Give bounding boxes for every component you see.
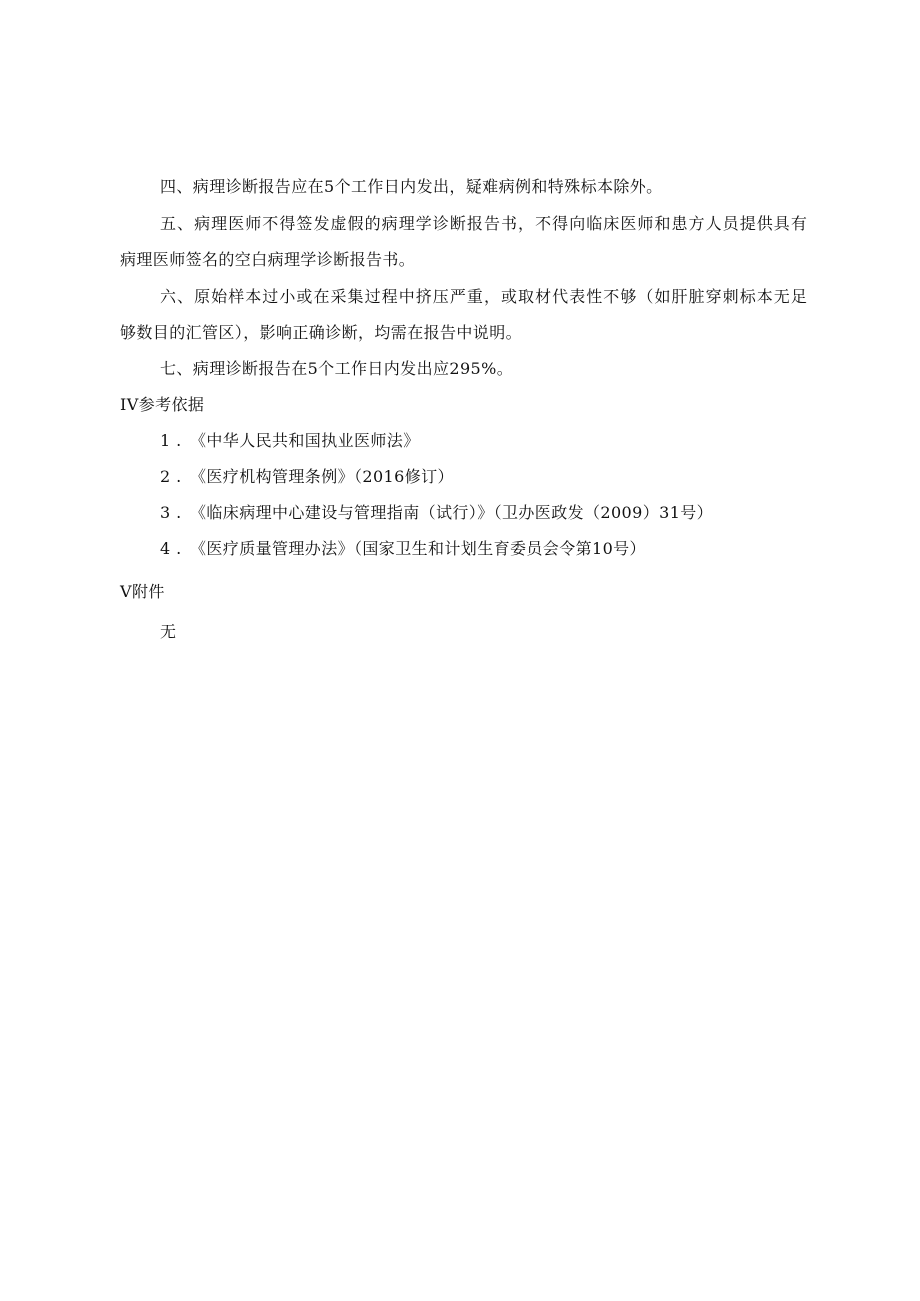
reference-title: 《医疗机构管理条例》（2016修订）	[190, 467, 454, 486]
reference-item-1	[160, 429, 420, 453]
section-5-heading: V附件	[120, 582, 165, 601]
section-4-heading: IV参考依据	[120, 395, 205, 414]
reference-item-2	[160, 465, 454, 489]
requirement-item-5-line-1: 五、病理医师不得签发虚假的病理学诊断报告书，不得向临床医师和患方人员提供具有	[160, 214, 808, 233]
requirement-item-5-line-2: 病理医师签名的空白病理学诊断报告书。	[120, 250, 416, 269]
reference-title: 《中华人民共和国执业医师法》	[190, 431, 420, 450]
attachment-content: 无	[160, 622, 177, 641]
reference-number: 3 .	[160, 503, 182, 522]
requirement-item-4: 四、病理诊断报告应在5个工作日内发出，疑难病例和特殊标本除外。	[160, 177, 663, 196]
requirement-item-6-line-2: 够数目的汇管区），影响正确诊断，均需在报告中说明。	[120, 323, 523, 342]
reference-number: 1 .	[160, 431, 182, 450]
requirement-item-7: 七、病理诊断报告在5个工作日内发出应295%。	[160, 359, 514, 378]
requirement-item-6-line-1: 六、原始样本过小或在采集过程中挤压严重，或取材代表性不够（如肝脏穿刺标本无足	[160, 287, 808, 306]
reference-item-3	[160, 501, 713, 525]
reference-item-4	[160, 537, 646, 561]
reference-number: 4 .	[160, 539, 182, 558]
reference-title: 《临床病理中心建设与管理指南（试行）》（卫办医政发（2009）31号）	[190, 503, 714, 522]
reference-title: 《医疗质量管理办法》（国家卫生和计划生育委员会令第10号）	[190, 539, 646, 558]
reference-number: 2 .	[160, 467, 182, 486]
